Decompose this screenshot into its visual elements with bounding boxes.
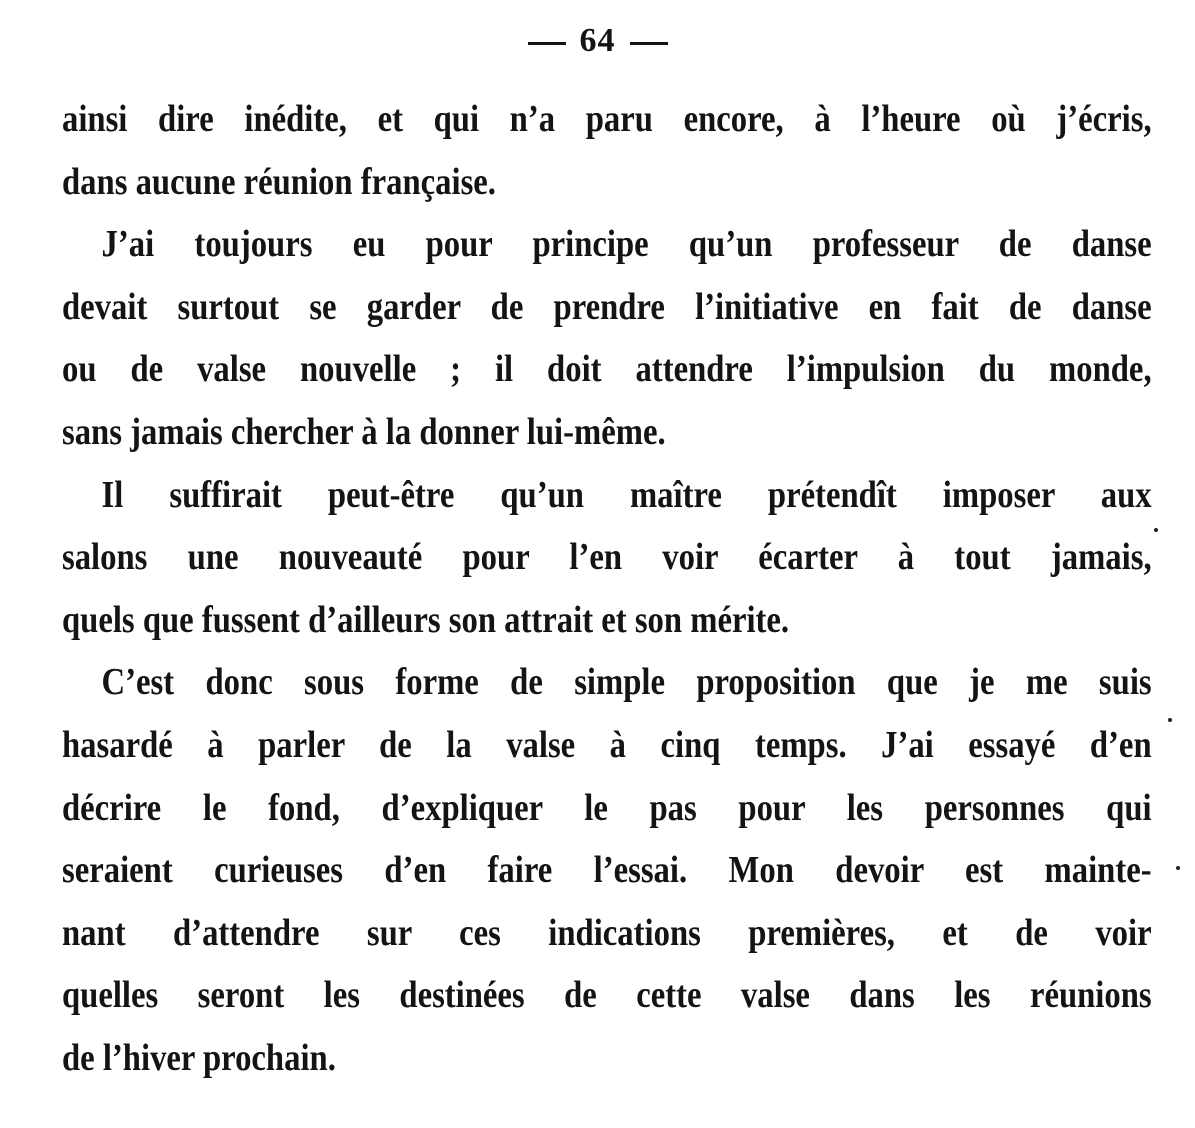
- text-line: ainsi dire inédite, et qui n’a paru encore, à l’heure où j’écris,: [62, 98, 1152, 140]
- scan-speck: [1176, 866, 1180, 870]
- text-line: seraient curieuses d’en faire l’essai. Mon devoir est mainte-: [62, 849, 1152, 892]
- text-line: quels que fussent d’ailleurs son attrait et son mérite.: [62, 598, 790, 641]
- scan-speck: [1168, 718, 1172, 722]
- page-number-header: [0, 22, 1195, 60]
- text-line: devait surtout se garder de prendre l’initiative en fait de danse: [62, 285, 1152, 328]
- right-dash: [630, 42, 668, 45]
- text-line: quelles seront les destinées de cette valse dans les réunions: [62, 974, 1152, 1017]
- page-number: 64: [579, 22, 616, 59]
- left-dash: [528, 42, 566, 45]
- scan-speck: [1154, 528, 1158, 532]
- text-line: dans aucune réunion française.: [62, 160, 496, 203]
- text-line: salons une nouveauté pour l’en voir écarter à tout jamais,: [62, 536, 1152, 579]
- text-line: décrire le fond, d’expliquer le pas pour les personnes qui: [62, 786, 1152, 829]
- text-line: nant d’attendre sur ces indications premières, et de voir: [62, 911, 1152, 954]
- text-line: de l’hiver prochain.: [62, 1036, 336, 1079]
- text-line: C’est donc sous forme de simple proposition que je me suis: [101, 661, 1152, 704]
- text-line: Il suffirait peut-être qu’un maître prétendît imposer aux: [101, 473, 1152, 516]
- text-line: hasardé à parler de la valse à cinq temps. J’ai essayé d’en: [62, 723, 1152, 766]
- text-line: J’ai toujours eu pour principe qu’un professeur de danse: [101, 223, 1152, 266]
- text-line: ou de valse nouvelle ; il doit attendre l’impulsion du monde,: [62, 348, 1152, 391]
- body-text: [62, 88, 1152, 1090]
- text-line: sans jamais chercher à la donner lui-même.: [62, 410, 666, 453]
